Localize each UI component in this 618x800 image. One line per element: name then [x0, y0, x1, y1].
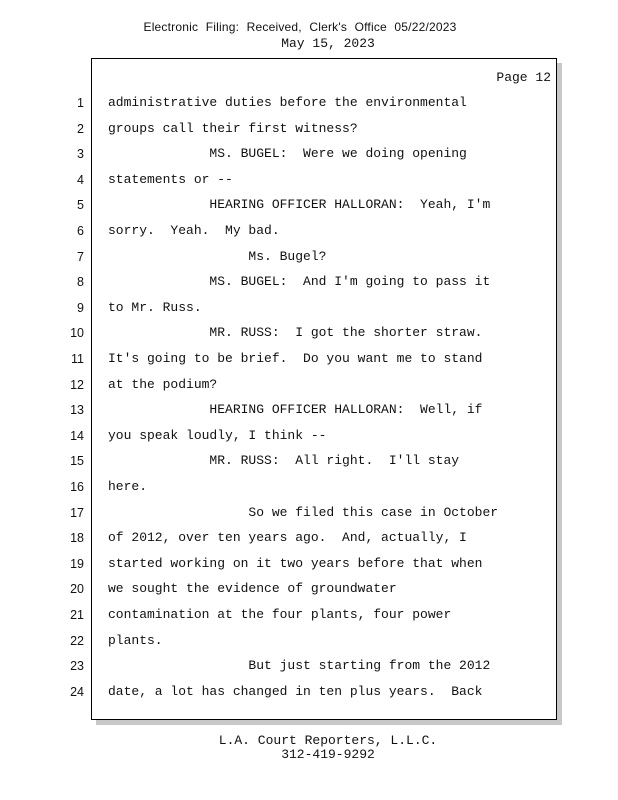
line-number: 8 — [77, 275, 84, 289]
line-number: 3 — [77, 147, 84, 161]
line-number: 9 — [77, 301, 84, 315]
transcript-line-text: groups call their first witness? — [108, 121, 358, 136]
transcript-line-text: to Mr. Russ. — [108, 300, 202, 315]
line-number: 21 — [70, 608, 84, 622]
line-number: 22 — [70, 634, 84, 648]
transcript-line-text: MS. BUGEL: And I'm going to pass it — [108, 274, 491, 289]
hearing-date: May 15, 2023 — [281, 36, 375, 51]
line-number: 11 — [71, 352, 84, 366]
filing-stamp: Electronic Filing: Received, Clerk's Office 05/22/2023 — [143, 20, 457, 34]
line-number: 16 — [70, 480, 84, 494]
line-number: 23 — [70, 659, 84, 673]
line-number: 17 — [70, 506, 84, 520]
transcript-line-text: administrative duties before the environmental — [108, 95, 467, 110]
line-number: 6 — [77, 224, 84, 238]
transcript-line-text: Ms. Bugel? — [108, 249, 327, 264]
transcript-line-text: date, a lot has changed in ten plus years. Back — [108, 684, 483, 699]
transcript-line-text: sorry. Yeah. My bad. — [108, 223, 280, 238]
line-number: 20 — [70, 582, 84, 596]
transcript-line-text: It's going to be brief. Do you want me to stand — [108, 351, 483, 366]
transcript-line-text: MR. RUSS: All right. I'll stay — [108, 453, 460, 468]
transcript-line-text: contamination at the four plants, four power — [108, 607, 452, 622]
line-number: 10 — [70, 326, 84, 340]
transcript-line-text: at the podium? — [108, 377, 218, 392]
line-number: 15 — [70, 454, 84, 468]
transcript-line-text: statements or -- — [108, 172, 233, 187]
reporter-company: L.A. Court Reporters, L.L.C. — [218, 733, 438, 748]
transcript-line-text: plants. — [108, 633, 163, 648]
line-number: 12 — [70, 378, 84, 392]
line-number: 14 — [70, 429, 84, 443]
line-number: 13 — [70, 403, 84, 417]
page-number: Page 12 — [496, 70, 551, 85]
reporter-phone: 312-419-9292 — [281, 747, 375, 762]
transcript-line-text: started working on it two years before that when — [108, 556, 483, 571]
transcript-line-text: we sought the evidence of groundwater — [108, 581, 397, 596]
transcript-line-text: MS. BUGEL: Were we doing opening — [108, 146, 467, 161]
line-number: 7 — [77, 250, 84, 264]
line-number: 4 — [77, 173, 84, 187]
transcript-line-text: here. — [108, 479, 148, 494]
transcript-line-text: So we filed this case in October — [108, 505, 499, 520]
transcript-line-text: of 2012, over ten years ago. And, actually, I — [108, 530, 467, 545]
transcript-line-text: But just starting from the 2012 — [108, 658, 491, 673]
transcript-line-text: MR. RUSS: I got the shorter straw. — [108, 325, 483, 340]
line-number: 2 — [77, 122, 84, 136]
line-number: 18 — [70, 531, 84, 545]
transcript-line-text: HEARING OFFICER HALLORAN: Well, if — [108, 402, 483, 417]
line-number: 1 — [77, 96, 84, 110]
transcript-line-text: HEARING OFFICER HALLORAN: Yeah, I'm — [108, 197, 491, 212]
line-number: 24 — [70, 685, 84, 699]
line-number: 19 — [70, 557, 84, 571]
line-number: 5 — [77, 198, 84, 212]
transcript-line-text: you speak loudly, I think -- — [108, 428, 327, 443]
